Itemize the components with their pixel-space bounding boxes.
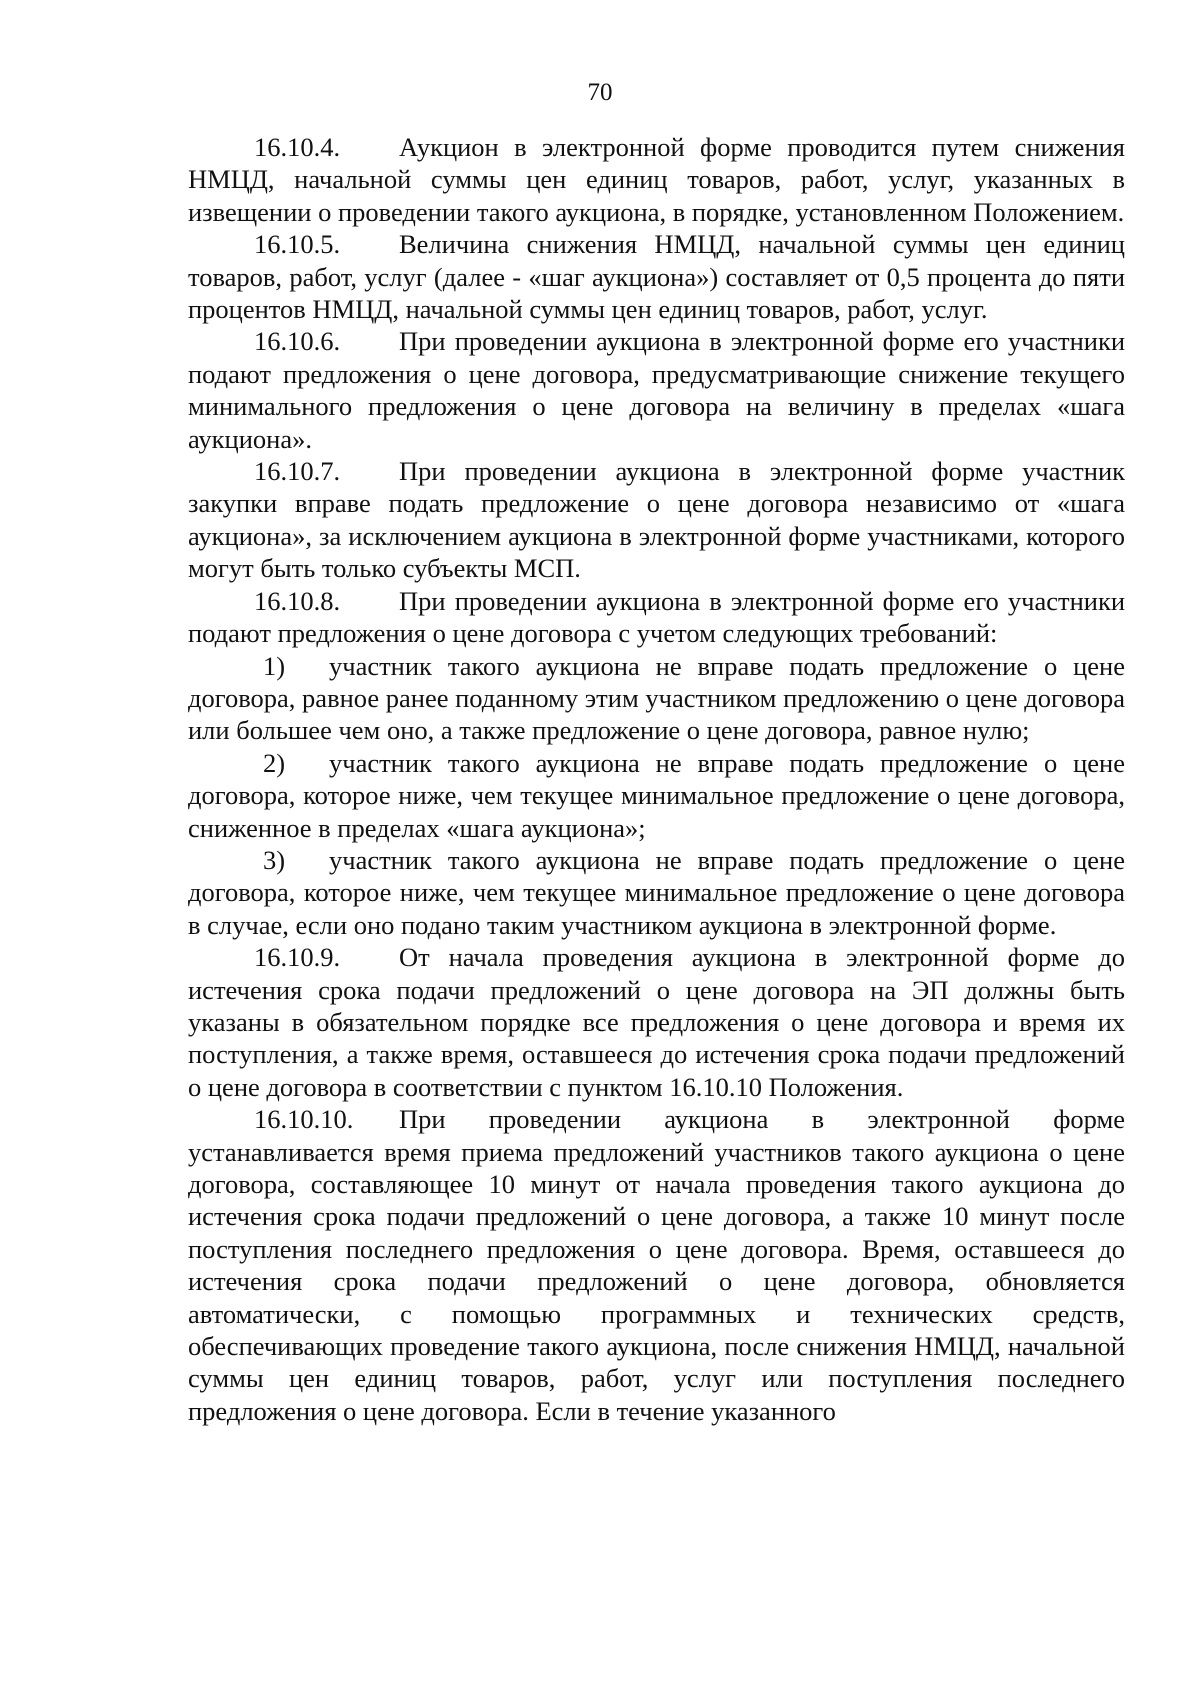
list-item-2 xyxy=(188,747,1125,844)
paragraph-16-10-4 xyxy=(188,131,1125,228)
list-item-number: 2) xyxy=(263,747,286,778)
paragraph-16-10-9 xyxy=(188,941,1125,1103)
paragraph-text: При проведении аукциона в электронной форме участник закупки вправе подать предложение о цене договора независимо от «шага аукциона», за исключением аукциона в электронной форме участниками, которого могут быть только субъекты МСП. xyxy=(188,456,1125,584)
paragraph-16-10-6 xyxy=(188,325,1125,455)
paragraph-16-10-8 xyxy=(188,585,1125,650)
list-item-text: участник такого аукциона не вправе подать предложение о цене договора, которое ниже, чем текущее минимальное предложение о цене договора в случае, если оно подано таким участником аукциона в электронной форме. xyxy=(188,844,1125,940)
paragraph-text: Аукцион в электронной форме проводится путем снижения НМЦД, начальной суммы цен единиц товаров, работ, услуг, указанных в извещении о проведении такого аукциона, в порядке, установленном Положением. xyxy=(188,132,1125,227)
paragraph-number: 16.10.6. xyxy=(254,326,341,357)
paragraph-16-10-7 xyxy=(188,455,1125,585)
list-item-text: участник такого аукциона не вправе подать предложение о цене договора, которое ниже, чем текущее минимальное предложение о цене договора, сниженное в пределах «шага аукциона»; xyxy=(188,747,1125,843)
list-item-3 xyxy=(188,844,1125,941)
paragraph-text: При проведении аукциона в электронной форме его участники подают предложения о цене договора с учетом следующих требований: xyxy=(188,585,1125,649)
paragraph-number: 16.10.10. xyxy=(254,1104,354,1135)
list-item-number: 1) xyxy=(263,650,286,681)
list-item-text: участник такого аукциона не вправе подать предложение о цене договора, равное ранее поданному этим участником предложению о цене договора или большее чем оно, а также предложение о цене договора, равное нулю; xyxy=(188,650,1125,746)
list-item-1 xyxy=(188,650,1125,747)
paragraph-16-10-5 xyxy=(188,228,1125,325)
paragraph-number: 16.10.9. xyxy=(254,942,341,973)
paragraph-text: Величина снижения НМЦД, начальной суммы цен единиц товаров, работ, услуг (далее - «шаг аукциона») составляет от 0,5 процента до пяти процентов НМЦД, начальной суммы цен единиц товаров, работ, услуг. xyxy=(188,229,1125,325)
paragraph-text: От начала проведения аукциона в электронной форме до истечения срока подачи предложений о цене договора на ЭП должны быть указаны в обязательном порядке все предложения о цене договора и время их поступления, а также время, оставшееся до истечения срока подачи предложений о цене договора в соответствии с пунктом 16.10.10 Положения. xyxy=(188,942,1125,1102)
paragraph-number: 16.10.4. xyxy=(254,132,341,162)
paragraph-number: 16.10.7. xyxy=(254,456,341,487)
paragraph-text: При проведении аукциона в электронной форме его участники подают предложения о цене договора, предусматривающие снижение текущего минимального предложения о цене договора на величину в пределах «шага аукциона». xyxy=(188,326,1125,454)
paragraph-number: 16.10.8. xyxy=(254,585,341,616)
paragraph-number: 16.10.5. xyxy=(254,229,341,260)
paragraph-text: При проведении аукциона в электронной форме устанавливается время приема предложений участников такого аукциона о цене договора, составляющее 10 минут от начала проведения такого аукциона до истечения срока подачи предложений о цене договора, а также 10 минут после поступления последнего предложения о цене договора. Время, оставшееся до истечения срока подачи предложений о цене договора, обновляется автоматически, с помощью программных и технических средств, обеспечивающих проведение такого аукциона, после снижения НМЦД, начальной суммы цен единиц товаров, работ, услуг или поступления последнего предложения о цене договора. Если в течение указанного xyxy=(188,1104,1125,1426)
page-number: 70 xyxy=(587,79,613,106)
document-body xyxy=(188,131,1125,1427)
list-item-number: 3) xyxy=(263,844,286,875)
paragraph-16-10-10 xyxy=(188,1103,1125,1427)
